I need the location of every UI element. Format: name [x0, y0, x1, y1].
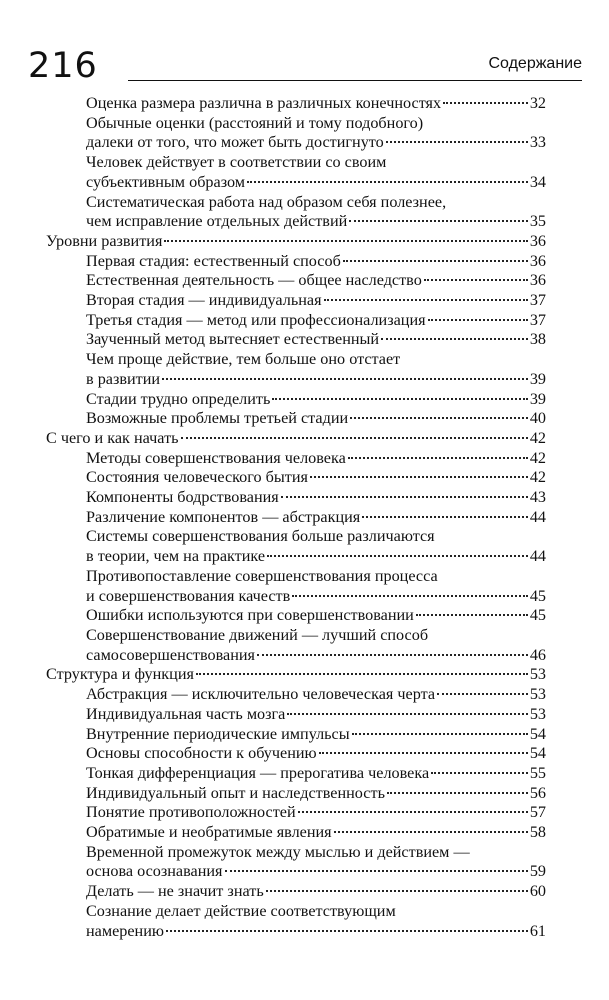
toc-entry-row: [86, 488, 546, 508]
toc-entry-text: и совершенствования качеств: [86, 586, 291, 605]
table-of-contents: [46, 94, 546, 941]
toc-entry-row: [86, 252, 546, 272]
dot-leader: [387, 792, 528, 794]
toc-entry-row: [46, 665, 546, 685]
toc-entry-row: [86, 764, 546, 784]
toc-page-number: 58: [529, 823, 546, 842]
dot-leader: [292, 595, 528, 597]
toc-page-number: 37: [529, 291, 546, 310]
toc-entry-text: в развитии: [86, 369, 161, 388]
running-head: Содержание: [488, 55, 582, 72]
toc-entry-row: [86, 94, 546, 114]
header-rule: [128, 80, 582, 81]
toc-entry-text: Оценка размера различна в различных конечностях: [86, 94, 442, 112]
toc-entry-row: [86, 133, 546, 153]
toc-entry-text: Уровни развития: [46, 231, 163, 250]
toc-section: [46, 488, 546, 508]
toc-section: [46, 508, 546, 528]
toc-entry-row: [86, 744, 546, 764]
toc-page-number: 40: [529, 409, 546, 428]
toc-section: [46, 468, 546, 488]
dot-leader: [257, 654, 528, 656]
toc-page-number: 34: [529, 172, 546, 191]
dot-leader: [287, 713, 527, 715]
dot-leader: [362, 516, 528, 518]
toc-entry-text: основа осознавания: [86, 862, 223, 881]
toc-page-number: 53: [529, 704, 546, 723]
toc-section: [46, 606, 546, 626]
toc-entry-row: [86, 784, 546, 804]
toc-entry-text: Заученный метод вытесняет естественный: [86, 330, 380, 349]
page-header: [28, 46, 588, 86]
toc-page-number: 42: [529, 468, 546, 487]
toc-entry-row: [86, 370, 546, 390]
toc-entry-text: Различение компонентов — абстракция: [86, 507, 361, 526]
toc-page-number: 57: [529, 803, 546, 822]
toc-page-number: 54: [529, 744, 546, 763]
toc-page-number: 37: [529, 310, 546, 329]
toc-page-number: 36: [529, 231, 546, 250]
toc-section: [46, 764, 546, 784]
toc-entry-text: в теории, чем на практике: [86, 547, 266, 566]
toc-section: [46, 114, 546, 153]
toc-section: [46, 449, 546, 469]
toc-entry-text: чем исправление отдельных действий: [86, 212, 348, 231]
toc-page-number: 54: [529, 724, 546, 743]
toc-section: [46, 291, 546, 311]
toc-entry-text: Компоненты бодрствования: [86, 488, 279, 507]
toc-entry-row: [86, 823, 546, 843]
dot-leader: [310, 476, 528, 478]
toc-page-number: 46: [529, 645, 546, 664]
toc-entry-text: субъективным образом: [86, 172, 246, 191]
toc-entry-row: [86, 291, 546, 311]
dot-leader: [281, 496, 528, 498]
toc-entry-text: Систематическая работа над образом себя полезнее,: [86, 192, 447, 211]
toc-section: [46, 744, 546, 764]
toc-entry-text: Первая стадия: естественный способ: [86, 251, 341, 270]
toc-entry-text: Основы способности к обучению: [86, 744, 317, 763]
toc-page-number: 53: [529, 665, 546, 684]
toc-entry-text: Временной промежуток между мыслью и действием —: [86, 842, 470, 861]
toc-section: [46, 803, 546, 823]
toc-page-number: 32: [529, 94, 546, 112]
toc-entry-row: [86, 330, 546, 350]
toc-entry-row: [86, 803, 546, 823]
toc-entry-text: Понятие противоположностей: [86, 803, 296, 822]
toc-entry-text: Естественная деятельность — общее наследство: [86, 271, 422, 290]
toc-entry-row: [86, 882, 546, 902]
toc-entry-text: Внутренние периодические импульсы: [86, 724, 350, 743]
toc-section: [46, 705, 546, 725]
toc-entry-text: Методы совершенствования человека: [86, 448, 346, 467]
dot-leader: [196, 673, 528, 675]
toc-entry-text: Индивидуальная часть мозга: [86, 704, 286, 723]
toc-chapter: [46, 429, 546, 449]
toc-entry-text: Состояния человеческого бытия: [86, 468, 308, 487]
toc-entry-text: Вторая стадия — индивидуальная: [86, 291, 322, 310]
toc-entry-row: [86, 606, 546, 626]
toc-entry-text: самосовершенствования: [86, 645, 255, 664]
dot-leader: [343, 260, 528, 262]
dot-leader: [424, 279, 528, 281]
toc-page-number: 45: [529, 586, 546, 605]
toc-page-number: 42: [529, 428, 546, 447]
toc-section: [46, 626, 546, 665]
toc-chapter: [46, 665, 546, 685]
toc-chapter: [46, 232, 546, 252]
toc-page-number: 39: [529, 369, 546, 388]
dot-leader: [324, 299, 528, 301]
toc-section: [46, 350, 546, 389]
toc-entry-text: Противопоставление совершенствования процесса: [86, 566, 438, 585]
toc-entry-row: [86, 587, 546, 607]
toc-section: [46, 725, 546, 745]
toc-page-number: 53: [529, 685, 546, 704]
toc-section: [46, 409, 546, 429]
toc-page-number: 55: [529, 763, 546, 782]
toc-section: [46, 527, 546, 566]
toc-section: [46, 902, 546, 941]
toc-page-number: 60: [529, 882, 546, 901]
dot-leader: [267, 555, 528, 557]
toc-entry-text: Делать — не значит знать: [86, 882, 264, 901]
toc-entry-text: Абстракция — исключительно человеческая черта: [86, 685, 436, 704]
toc-entry-text: С чего и как начать: [46, 428, 179, 447]
toc-section: [46, 94, 546, 114]
toc-section: [46, 784, 546, 804]
toc-entry-row: [86, 725, 546, 745]
toc-entry-row: [86, 922, 546, 942]
toc-section: [46, 271, 546, 291]
dot-leader: [416, 614, 528, 616]
toc-page-number: 59: [529, 862, 546, 881]
toc-entry-row: [86, 449, 546, 469]
toc-entry-row: [86, 862, 546, 882]
toc-section: [46, 193, 546, 232]
toc-entry-text: Структура и функция: [46, 665, 194, 684]
toc-page-number: 44: [529, 507, 546, 526]
dot-leader: [319, 752, 528, 754]
toc-entry-text: Индивидуальный опыт и наследственность: [86, 783, 385, 802]
toc-page-number: 42: [529, 448, 546, 467]
toc-entry-text: Системы совершенствования больше различаются: [86, 527, 435, 546]
toc-page-number: 61: [529, 921, 546, 940]
toc-entry-row: [46, 232, 546, 252]
toc-page-number: 44: [529, 547, 546, 566]
toc-section: [46, 330, 546, 350]
toc-page-number: 56: [529, 783, 546, 802]
toc-entry-row: [86, 173, 546, 193]
toc-entry-row: [86, 212, 546, 232]
dot-leader: [272, 398, 527, 400]
toc-page-number: 36: [529, 251, 546, 270]
dot-leader: [428, 319, 528, 321]
toc-entry-text: далеки от того, что может быть достигнуто: [86, 133, 384, 152]
toc-page-number: 38: [529, 330, 546, 349]
toc-entry-row: [86, 685, 546, 705]
toc-entry-row: [86, 705, 546, 725]
toc-page-number: 35: [529, 212, 546, 231]
toc-section: [46, 843, 546, 882]
toc-entry-row: [86, 547, 546, 567]
toc-entry-text: намерению: [86, 921, 164, 940]
toc-section: [46, 390, 546, 410]
toc-entry-text: Стадии трудно определить: [86, 389, 271, 408]
toc-page-number: 43: [529, 488, 546, 507]
toc-section: [46, 567, 546, 606]
toc-entry-text: Совершенствование движений — лучший способ: [86, 625, 429, 644]
toc-entry-row: [46, 429, 546, 449]
toc-page-number: 45: [529, 606, 546, 625]
toc-page-number: 33: [529, 133, 546, 152]
toc-entry-text: Ошибки используются при совершенствовании: [86, 606, 414, 625]
dot-leader: [431, 772, 528, 774]
dot-leader: [266, 890, 528, 892]
toc-section: [46, 685, 546, 705]
dot-leader: [164, 240, 527, 242]
dot-leader: [349, 220, 528, 222]
dot-leader: [298, 811, 528, 813]
toc-section: [46, 153, 546, 192]
toc-page-number: 36: [529, 271, 546, 290]
dot-leader: [166, 930, 528, 932]
dot-leader: [225, 870, 528, 872]
toc-entry-text: Третья стадия — метод или профессионализация: [86, 310, 426, 329]
dot-leader: [381, 338, 528, 340]
dot-leader: [334, 831, 528, 833]
dot-leader: [181, 437, 528, 439]
toc-entry-row: [86, 311, 546, 331]
dot-leader: [247, 181, 528, 183]
toc-entry-text: Возможные проблемы третьей стадии: [86, 409, 349, 428]
dot-leader: [437, 693, 528, 695]
dot-leader: [350, 417, 528, 419]
toc-entry-row: [86, 468, 546, 488]
toc-entry-row: [86, 646, 546, 666]
toc-section: [46, 823, 546, 843]
toc-entry-text: Тонкая дифференциация — прерогатива человека: [86, 763, 430, 782]
toc-entry-text: Обычные оценки (расстояний и тому подобного): [86, 113, 424, 132]
toc-entry-row: [86, 508, 546, 528]
page-number: 216: [28, 46, 98, 86]
toc-entry-text: Чем проще действие, тем больше оно отстает: [86, 350, 401, 369]
dot-leader: [443, 102, 528, 104]
toc-entry-text: Человек действует в соответствии со своим: [86, 153, 387, 172]
toc-entry-text: Обратимые и необратимые явления: [86, 823, 332, 842]
dot-leader: [162, 378, 528, 380]
dot-leader: [348, 457, 528, 459]
toc-page-number: 39: [529, 389, 546, 408]
dot-leader: [386, 141, 528, 143]
toc-entry-row: [86, 409, 546, 429]
toc-entry-text: Сознание делает действие соответствующим: [86, 901, 396, 920]
toc-section: [46, 882, 546, 902]
toc-entry-row: [86, 271, 546, 291]
toc-section: [46, 311, 546, 331]
toc-section: [46, 252, 546, 272]
dot-leader: [352, 733, 528, 735]
toc-entry-row: [86, 390, 546, 410]
